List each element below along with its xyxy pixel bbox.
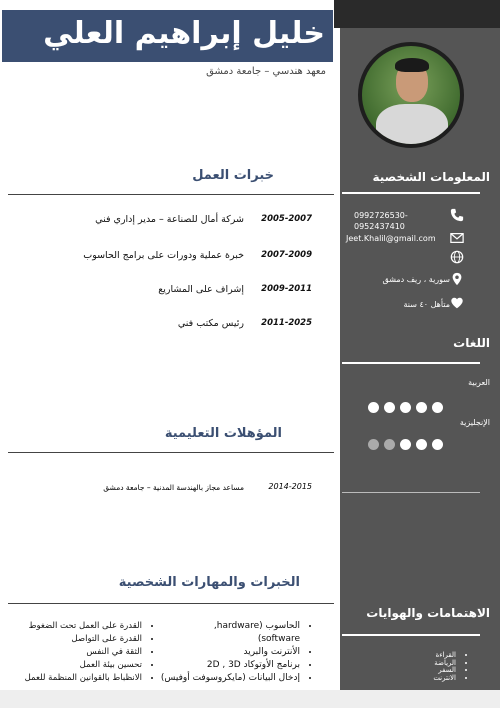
skill-item: • إدخال البيانات (مايكروسوفت أوفيس) <box>164 672 300 685</box>
skill-item: • القدرة على العمل تحت الضغوط <box>6 620 142 633</box>
name-bar <box>2 10 333 62</box>
work-item <box>0 284 320 298</box>
level-dot <box>368 402 379 413</box>
location: سورية ، ريف دمشق <box>382 275 450 284</box>
hobby-item: • القراءة <box>433 652 456 660</box>
personal-info-heading: المعلومات الشخصية <box>372 170 490 184</box>
skills-divider <box>8 603 334 604</box>
skill-item: • الثقة في النفس <box>6 646 142 659</box>
level-dot <box>384 439 395 450</box>
work-divider <box>8 194 334 195</box>
work-years: 2009-2011 <box>261 284 312 294</box>
hobbies-heading: الاهتمامات والهوايات <box>366 606 490 620</box>
hobbies-list <box>433 652 466 682</box>
hobby-item: • الرياضة <box>433 660 456 668</box>
education-divider <box>8 452 334 453</box>
level-dot <box>416 402 427 413</box>
heart-icon <box>450 296 464 310</box>
work-text: شركة أمال للصناعة – مدير إداري فني <box>95 214 244 225</box>
languages-end-divider <box>342 492 480 493</box>
globe-icon <box>450 250 464 264</box>
profile-photo <box>358 42 464 148</box>
hobby-item: • الانترنت <box>433 675 456 683</box>
email: Jeet.Khalil@gmail.com <box>346 234 436 243</box>
education-text: مساعد مجاز بالهندسة المدنية – جامعة دمشق <box>103 483 244 492</box>
sidebar <box>340 28 500 690</box>
skill-item: • القدرة على التواصل <box>6 633 142 646</box>
personal-info-divider <box>342 192 480 194</box>
marital-status: متأهل ٤٠ سنة <box>403 300 450 309</box>
level-dot <box>432 402 443 413</box>
level-dot <box>400 402 411 413</box>
level-dot <box>416 439 427 450</box>
skill-item: • الأنترنت والبريد <box>164 646 300 659</box>
languages-divider <box>342 362 480 364</box>
skill-item: • الانظباط بالقوانين المنظمة للعمل <box>6 672 142 685</box>
bottom-bar <box>0 690 500 708</box>
skills-list-technical <box>160 620 314 685</box>
photo-hair <box>395 58 429 72</box>
skill-item: • الحاسوب (hardware, <box>164 620 300 633</box>
level-dot <box>432 439 443 450</box>
education-years: 2014-2015 <box>268 482 312 491</box>
phone-icon <box>450 208 464 222</box>
languages-heading: اللغات <box>453 336 490 350</box>
level-dot <box>368 439 379 450</box>
hobby-item: • السفر <box>433 667 456 675</box>
skills-heading: الخبرات والمهارات الشخصية <box>118 575 300 590</box>
skill-item: • برنامج الأوتوكاد 2D , 3D <box>164 659 300 672</box>
phone-2: 0952437410 <box>354 222 405 231</box>
work-years: 2011-2025 <box>261 318 312 328</box>
language-level-arabic <box>368 402 443 413</box>
photo-body <box>376 104 448 148</box>
skill-item: software) <box>257 634 300 644</box>
envelope-icon <box>450 231 464 245</box>
level-dot <box>384 402 395 413</box>
person-name: خليل إبراهيم العلي <box>43 16 325 51</box>
work-text: إشراف على المشاريع <box>158 284 244 295</box>
work-heading: خبرات العمل <box>192 168 274 183</box>
language-level-english <box>368 439 443 450</box>
hobbies-divider <box>342 634 480 636</box>
work-years: 2007-2009 <box>261 250 312 260</box>
person-subtitle: معهد هندسي – جامعة دمشق <box>206 66 326 77</box>
work-years: 2005-2007 <box>261 214 312 224</box>
education-heading: المؤهلات التعليمية <box>164 426 282 441</box>
language-name: الإنجليزية <box>459 418 490 427</box>
work-text: خبرة عملية ودورات على برامج الحاسوب <box>83 250 244 261</box>
work-item <box>0 318 320 332</box>
skills-list-personal <box>6 620 156 685</box>
phone-1: 0992726530- <box>354 211 408 220</box>
work-item <box>0 250 320 264</box>
skill-item: • تحسين بيئة العمل <box>6 659 142 672</box>
work-text: رئيس مكتب فني <box>177 318 244 329</box>
location-pin-icon <box>450 272 464 286</box>
level-dot <box>400 439 411 450</box>
language-name: العربية <box>468 378 490 387</box>
work-item <box>0 214 320 228</box>
